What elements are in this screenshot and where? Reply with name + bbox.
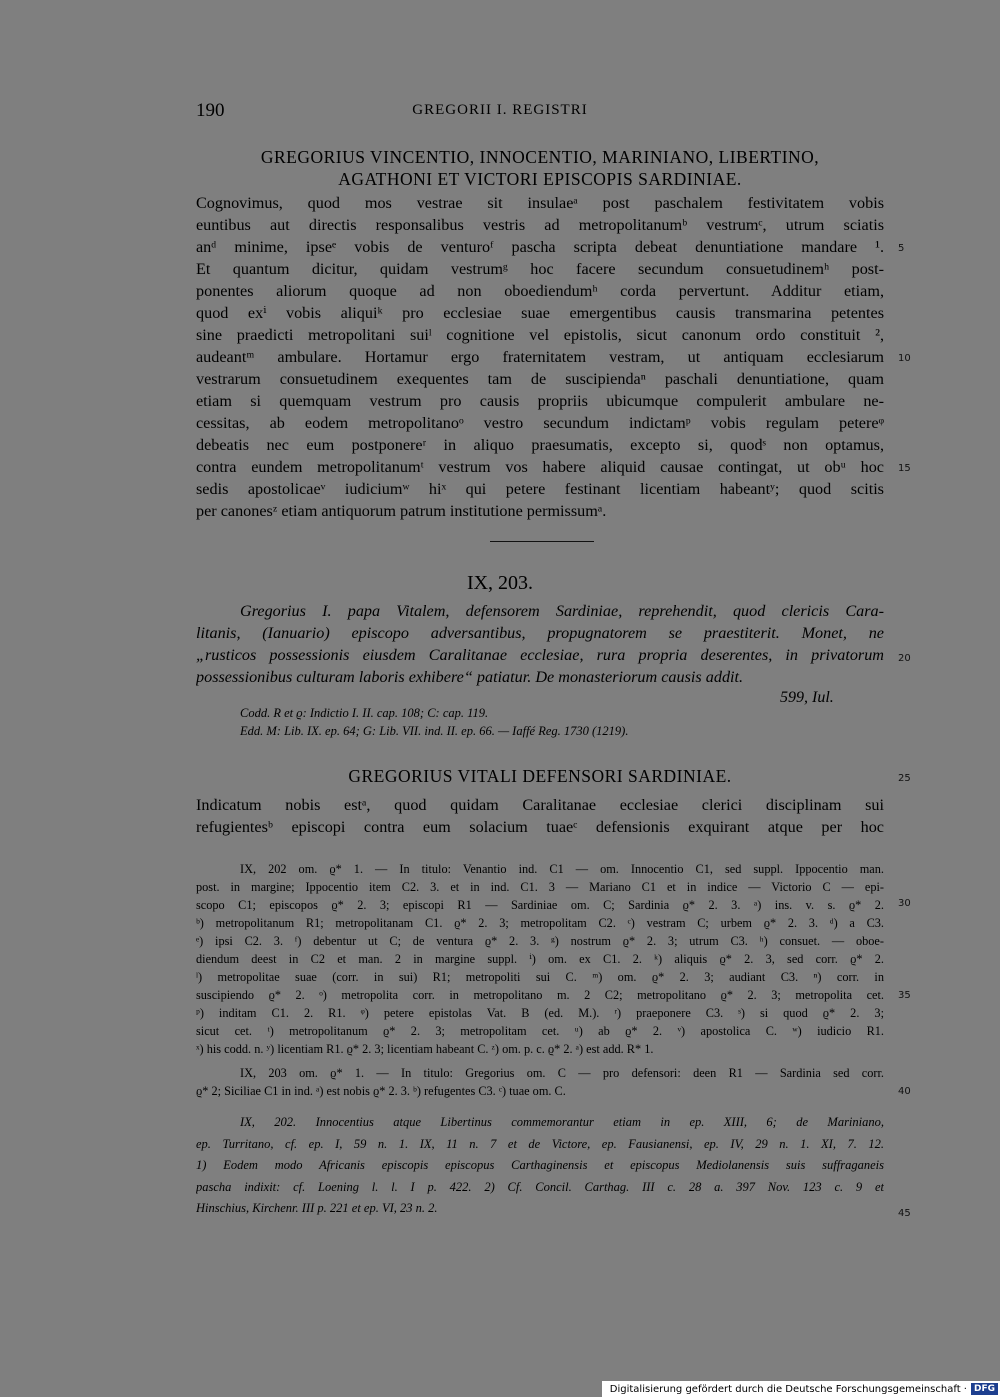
regest-line: Gregorius I. papa Vitalem, defensorem Sardiniae, reprehendit, quod clericis Cara- <box>240 602 884 620</box>
note-line: Hinschius, Kirchenr. III p. 221 et ep. VI, 23 n. 2. <box>196 1201 438 1215</box>
text-line: quod exⁱ vobis aliquiᵏ pro ecclesiae suae emergentibus causis transmarina petentes <box>196 304 884 322</box>
text-line: ponentes aliorum quoque ad non oboediendumʰ corda pervertunt. Additur etiam, <box>196 282 884 300</box>
letter-body <box>196 192 884 522</box>
line-number: 10 <box>898 353 911 364</box>
page-number: 190 <box>196 100 225 121</box>
letter-body <box>196 794 884 838</box>
dfg-logo: DFG <box>971 1383 998 1395</box>
text-line: cessitas, ab eodem metropolitanoᵒ vestro secundum indictamᵖ vobis regulam petereᵠ <box>196 414 884 432</box>
text-line: etiam si quemquam vestrum pro causis propriis ubicumque compulerit ambulare ne- <box>196 392 884 410</box>
page-header <box>0 100 1000 124</box>
regest-line: „rusticos possessionis eiusdem Caralitanae ecclesiae, rura propria deserentes, in privatorum <box>196 646 884 664</box>
text-line: Cognovimus, quod mos vestrae sit insulaeᵃ post paschalem festivitatem vobis <box>196 194 884 212</box>
note-line: 1) Eodem modo Africanis episcopis episcopus Carthaginensis et episcopus Mediolanensis suis suffraganeis <box>196 1158 884 1172</box>
footnote-line: diendum deest in C2 et man. 2 in margine suppl. ⁱ) om. ex C1. 2. ᵏ) aliquis ϱ* 2. 3, sed corr. ϱ* 2. <box>196 952 884 966</box>
address-line: AGATHONI ET VICTORI EPISCOPIS SARDINIAE. <box>338 169 742 189</box>
footer-text: Digitalisierung gefördert durch die Deutsche Forschungsgemeinschaft · <box>609 1383 967 1395</box>
text-line: per canonesᶻ etiam antiquorum patrum institutione permissumᵃ. <box>196 502 607 520</box>
running-head: GREGORII I. REGISTRI <box>412 102 588 118</box>
text-line: Indicatum nobis estᵃ, quod quidam Caralitanae ecclesiae clerici disciplinam sui <box>196 796 884 814</box>
footnote-line: ᵖ) inditam C1. 2. R1. ᵠ) petere epistolas Vat. B (ed. M.). ʳ) praeponere C3. ˢ) si quod ϱ* 2. 3; <box>196 1006 884 1020</box>
regest-date: 599, Iul. <box>780 689 834 706</box>
footnote-line: scopo C1; episcopos ϱ* 2. 3; episcopi R1 — Sardiniae om. C; Sardinia ϱ* 2. 3. ᵃ) ins. v. s. ϱ* 2. <box>196 898 884 912</box>
footnote-line: ϱ* 2; Siciliae C1 in ind. ᵃ) est nobis ϱ* 2. 3. ᵇ) refugentes C3. ᶜ) tuae om. C. <box>196 1084 566 1098</box>
footnote-line: ᵉ) ipsi C2. 3. ᶠ) debentur ut C; de ventura ϱ* 2. 3. ᵍ) nostrum ϱ* 2. 3; utrum C3. ʰ) consuet. — oboe- <box>196 934 884 948</box>
apparatus-footnotes <box>196 860 884 1058</box>
codices-line: Codd. R et ϱ: Indictio I. II. cap. 108; C: cap. 119. <box>240 706 489 720</box>
regest-line: possessionibus culturam laboris exhibere“ patiatur. De monasteriorum causis addit. <box>196 668 744 686</box>
text-line: euntibus aut directis responsalibus vestris ad metropolitanumᵇ vestrumᶜ, utrum sciatis <box>196 216 884 234</box>
text-line: anᵈ minime, ipseᵉ vobis de venturoᶠ pascha scripta debeat denuntiatione mandare ¹. <box>196 238 884 256</box>
footnote-line: ᵇ) metropolitanum R1; metropolitanam C1. ϱ* 2. 3; metropolitam C2. ᶜ) vestram C; urbem ϱ* 2. 3. ᵈ) a C3. <box>196 916 884 930</box>
regest-line: litanis, (Ianuario) episcopo adversantibus, propugnatorem se praestiterit. Monet, ne <box>196 624 884 642</box>
commentary-notes <box>196 1112 884 1220</box>
line-number: 5 <box>898 243 905 254</box>
digitization-footer <box>602 1381 1000 1397</box>
footnote-line: sicut cet. ᵗ) metropolitanum ϱ* 2. 3; metropolitam cet. ᵘ) ab ϱ* 2. ᵛ) apostolica C. ʷ) iudicio R1. <box>196 1024 884 1038</box>
line-number: 15 <box>898 463 911 474</box>
text-line: sine praedicti metropolitani suiˡ cognitione vel epistolis, sicut canonum ordo constituit ², <box>196 326 884 344</box>
footnote-line: ˡ) metropolitae suae (corr. in sui) R1; metropoliti sui C. ᵐ) om. ϱ* 2. 3; audiant C3. ⁿ) corr. in <box>196 970 884 984</box>
apparatus-footnotes <box>196 1064 884 1100</box>
footnote-line: ˣ) his codd. n. ʸ) licentiam R1. ϱ* 2. 3; licentiam habeant C. ᶻ) om. p. c. ϱ* 2. ᵃ) est add. R* 1. <box>196 1042 654 1056</box>
line-number: 45 <box>898 1208 911 1219</box>
letter-address <box>196 146 884 190</box>
text-line: Et quantum dicitur, quidam vestrumᵍ hoc facere secundum consuetudinemʰ post- <box>196 260 884 278</box>
document-number: IX, 203. <box>466 572 534 594</box>
text-line: vestrarum consuetudinem exequentes tam de suscipiendaⁿ paschali denuntiatione, quam <box>196 370 884 388</box>
line-number: 40 <box>898 1086 911 1097</box>
text-line: contra eundem metropolitanumᵗ vestrum vos habere aliquid causae contingat, ut obᵘ hoc <box>196 458 884 476</box>
text-line: refugientesᵇ episcopi contra eum solacium tuaeᶜ defensionis exquirant atque per hoc <box>196 818 884 836</box>
footnote-line: post. in margine; Ippocentio item C2. 3. et in ind. C1. 3 — Mariano C1 et in indice — Victorio C — epi- <box>196 880 884 894</box>
address-line: GREGORIUS VINCENTIO, INNOCENTIO, MARINIANO, LIBERTINO, <box>260 147 820 167</box>
note-line: pascha indixit: cf. Loening l. l. I p. 422. 2) Cf. Concil. Carthag. III c. 28 a. 397 Nov. 123 c. 9 et <box>196 1179 884 1194</box>
footnote-line: suscipiendo ϱ* 2. ᵒ) metropolita corr. in metropolitano m. 2 C2; metropolitano ϱ* 2. 3; metropolita cet. <box>196 988 884 1002</box>
letter-address: GREGORIUS VITALI DEFENSORI SARDINIAE. <box>348 766 732 786</box>
note-line: ep. Turritano, cf. ep. I, 59 n. 1. IX, 11 n. 7 et de Victore, ep. Fausianensi, ep. IV, 29 n. 1. XI, 7. 12. <box>196 1136 884 1151</box>
text-line: audeantᵐ ambulare. Hortamur ergo fraternitatem vestram, ut antiquam ecclesiarum <box>196 348 884 366</box>
line-number: 35 <box>898 990 911 1001</box>
footnote-line: IX, 203 om. ϱ* 1. — In titulo: Gregorius om. C — pro defensori: deen R1 — Sardinia sed corr. <box>240 1066 884 1080</box>
text-line: sedis apostolicaeᵛ iudiciumʷ hiˣ qui petere festinant licentiam habeantʸ; quod scitis <box>196 480 884 498</box>
regest <box>196 600 884 688</box>
footnote-line: IX, 202 om. ϱ* 1. — In titulo: Venantio ind. C1 — om. Innocentio C1, sed suppl. Ippocentio man. <box>240 862 884 876</box>
note-line: IX, 202. Innocentius atque Libertinus commemorantur etiam in ep. XIII, 6; de Mariniano, <box>240 1115 884 1129</box>
line-number: 30 <box>898 898 911 909</box>
section-divider <box>490 541 594 542</box>
text-line: debeatis nec eum postponereʳ in aliquo praesumatis, excepto si, quodˢ non optamus, <box>196 436 884 454</box>
line-number: 20 <box>898 653 911 664</box>
line-number: 25 <box>898 773 911 784</box>
editions-line: Edd. M: Lib. IX. ep. 64; G: Lib. VII. ind. II. ep. 66. — Iaffé Reg. 1730 (1219). <box>240 724 629 738</box>
